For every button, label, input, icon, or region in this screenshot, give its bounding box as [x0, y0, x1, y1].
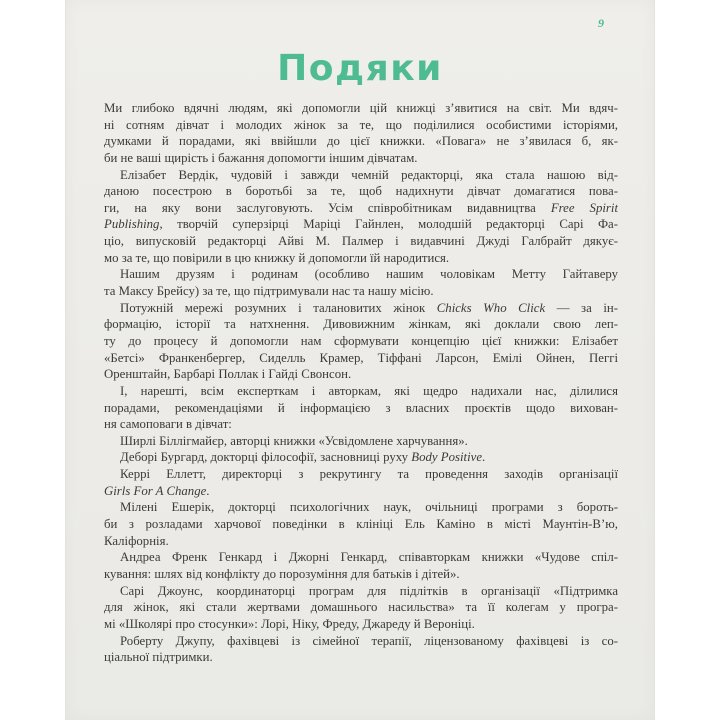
- italic-text-run: Body Positive: [411, 450, 482, 465]
- text-line: [104, 100, 618, 117]
- text-run: ту до процесу й допомогли нам сформувати концепцію цієї книжки: Елізабет: [104, 333, 618, 348]
- text-line: [104, 599, 618, 616]
- italic-text-run: Chicks Who Click: [436, 300, 546, 315]
- text-line: [104, 333, 618, 350]
- text-line: [104, 416, 618, 433]
- text-run: Оренштайн, Барбарі Поллак і Гайді Свонсон.: [104, 367, 352, 382]
- book-page: [65, 0, 655, 720]
- text-run: би з розладами харчової поведінки в клініці Ель Каміно в місті Маунтін-В’ю,: [104, 517, 618, 532]
- text-run: мо за те, що повірили в цю книжку й допомогли їй народитися.: [104, 250, 450, 265]
- text-run: кування: шлях від конфлікту до порозуміння для батьків і дітей».: [104, 566, 460, 581]
- text-line: [104, 433, 618, 450]
- text-line: [104, 566, 618, 583]
- text-line: [104, 533, 618, 550]
- text-line: [104, 400, 618, 417]
- text-line: [104, 133, 618, 150]
- text-line: [104, 449, 618, 466]
- text-block: [104, 100, 618, 666]
- text-run: ціальної підтримки.: [104, 650, 213, 665]
- text-run: Андреа Френк Генкард і Джорні Генкард, співавторкам книжки «Чудове спіл-: [120, 550, 618, 565]
- text-line: [104, 200, 618, 217]
- text-run: .: [482, 450, 486, 465]
- text-run: формацію, історії та натхнення. Дивовижним жінкам, які доклали свою леп-: [104, 317, 618, 332]
- text-line: [104, 383, 618, 400]
- text-line: [104, 633, 618, 650]
- text-run: та Максу Брейсу) за те, що підтримували нас та нашу місію.: [104, 284, 434, 299]
- text-run: Ми глибоко вдячні людям, які допомогли цій книжці з’явитися на світ. Ми вдяч-: [104, 101, 618, 115]
- text-line: [104, 183, 618, 200]
- text-run: ціо, випусковій редакторці Айві М. Палмер і видавчині Джуді Галбрайт дякує-: [104, 234, 618, 249]
- text-run: Роберту Джупу, фахівцеві із сімейної терапії, ліцензованому фахівцеві із со-: [120, 633, 618, 648]
- text-run: би не ваші щирість і бажання допомогти іншим дівчатам.: [104, 150, 418, 165]
- text-run: Керрі Еллетт, директорці з рекрутингу та проведення заходів організації: [120, 467, 618, 482]
- page-number: 9: [598, 16, 604, 30]
- text-run: «Бетсі» Франкенбергер, Сиделль Крамер, Тіффані Ларсон, Емілі Ойнен, Пеггі: [104, 350, 618, 365]
- text-run: Сарі Джоунс, координаторці програм для підлітків в організації «Підтримка: [120, 583, 618, 598]
- text-line: [104, 283, 618, 300]
- text-run: Нашим друзям і родинам (особливо нашим чоловікам Метту Гайтаверу: [120, 267, 618, 282]
- text-run: думками й порадами, які ввійшли до цієї книжки. «Повага» не з’явилася б, як-: [104, 134, 618, 149]
- text-line: [104, 616, 618, 633]
- page-title: Подяки: [277, 48, 443, 89]
- text-line: [104, 316, 618, 333]
- text-line: [104, 216, 618, 233]
- text-run: .: [206, 483, 210, 498]
- text-run: порадами, рекомендаціями й інформацією з власних проєктів щодо вихован-: [104, 400, 618, 415]
- text-run: мі «Школярі про стосунки»: Лорі, Ніку, Фреду, Джареду й Вероніці.: [104, 616, 475, 631]
- text-line: [104, 117, 618, 134]
- text-run: для жінок, які стали жертвами домашнього насильства» та її колегам у програ-: [104, 600, 618, 615]
- italic-text-run: Girls For A Change: [104, 483, 207, 498]
- text-run: ги, на яку вони заслуговують. Усім співробітникам видавництва: [104, 200, 551, 215]
- text-line: [104, 649, 618, 666]
- text-line: [104, 266, 618, 283]
- text-line: [104, 150, 618, 167]
- text-line: [104, 233, 618, 250]
- text-run: Мілені Ешерік, докторці психологічних наук, очільниці програми з бороть-: [120, 500, 618, 515]
- text-run: Потужній мережі розумних і талановитих жінок: [120, 300, 437, 315]
- text-run: даною посестрою в боротьбі за те, щоб надихнути дівчат домагатися пова-: [104, 184, 618, 199]
- text-line: [104, 516, 618, 533]
- italic-text-run: Publishing: [104, 217, 160, 232]
- text-run: , творчій суперзірці Маріці Гайнлен, молодшій редакторці Сарі Фа-: [159, 217, 618, 232]
- text-line: [104, 499, 618, 516]
- text-line: [104, 350, 618, 367]
- text-run: ні сотням дівчат і молодих жінок за те, що поділилися особистими історіями,: [104, 117, 618, 132]
- text-run: — за ін-: [545, 300, 618, 315]
- text-line: [104, 549, 618, 566]
- text-run: ня самоповаги в дівчат:: [104, 417, 232, 432]
- text-line: [104, 583, 618, 600]
- text-run: Каліфорнія.: [104, 533, 169, 548]
- text-run: Ширлі Біллігмайєр, авторці книжки «Усвідомлене харчування».: [120, 433, 468, 448]
- text-line: [104, 466, 618, 483]
- text-run: Деборі Бургард, докторці філософії, засновниці руху: [120, 450, 412, 465]
- text-line: [104, 366, 618, 383]
- text-line: [104, 167, 618, 184]
- text-line: [104, 483, 618, 500]
- text-line: [104, 250, 618, 267]
- text-run: І, нарешті, всім експерткам і авторкам, які щедро надихали нас, ділилися: [120, 383, 618, 398]
- text-line: [104, 300, 618, 317]
- italic-text-run: Free Spirit: [550, 200, 618, 215]
- text-run: Елізабет Вердік, чудовій і завжди чемній редакторці, яка стала нашою від-: [120, 167, 618, 182]
